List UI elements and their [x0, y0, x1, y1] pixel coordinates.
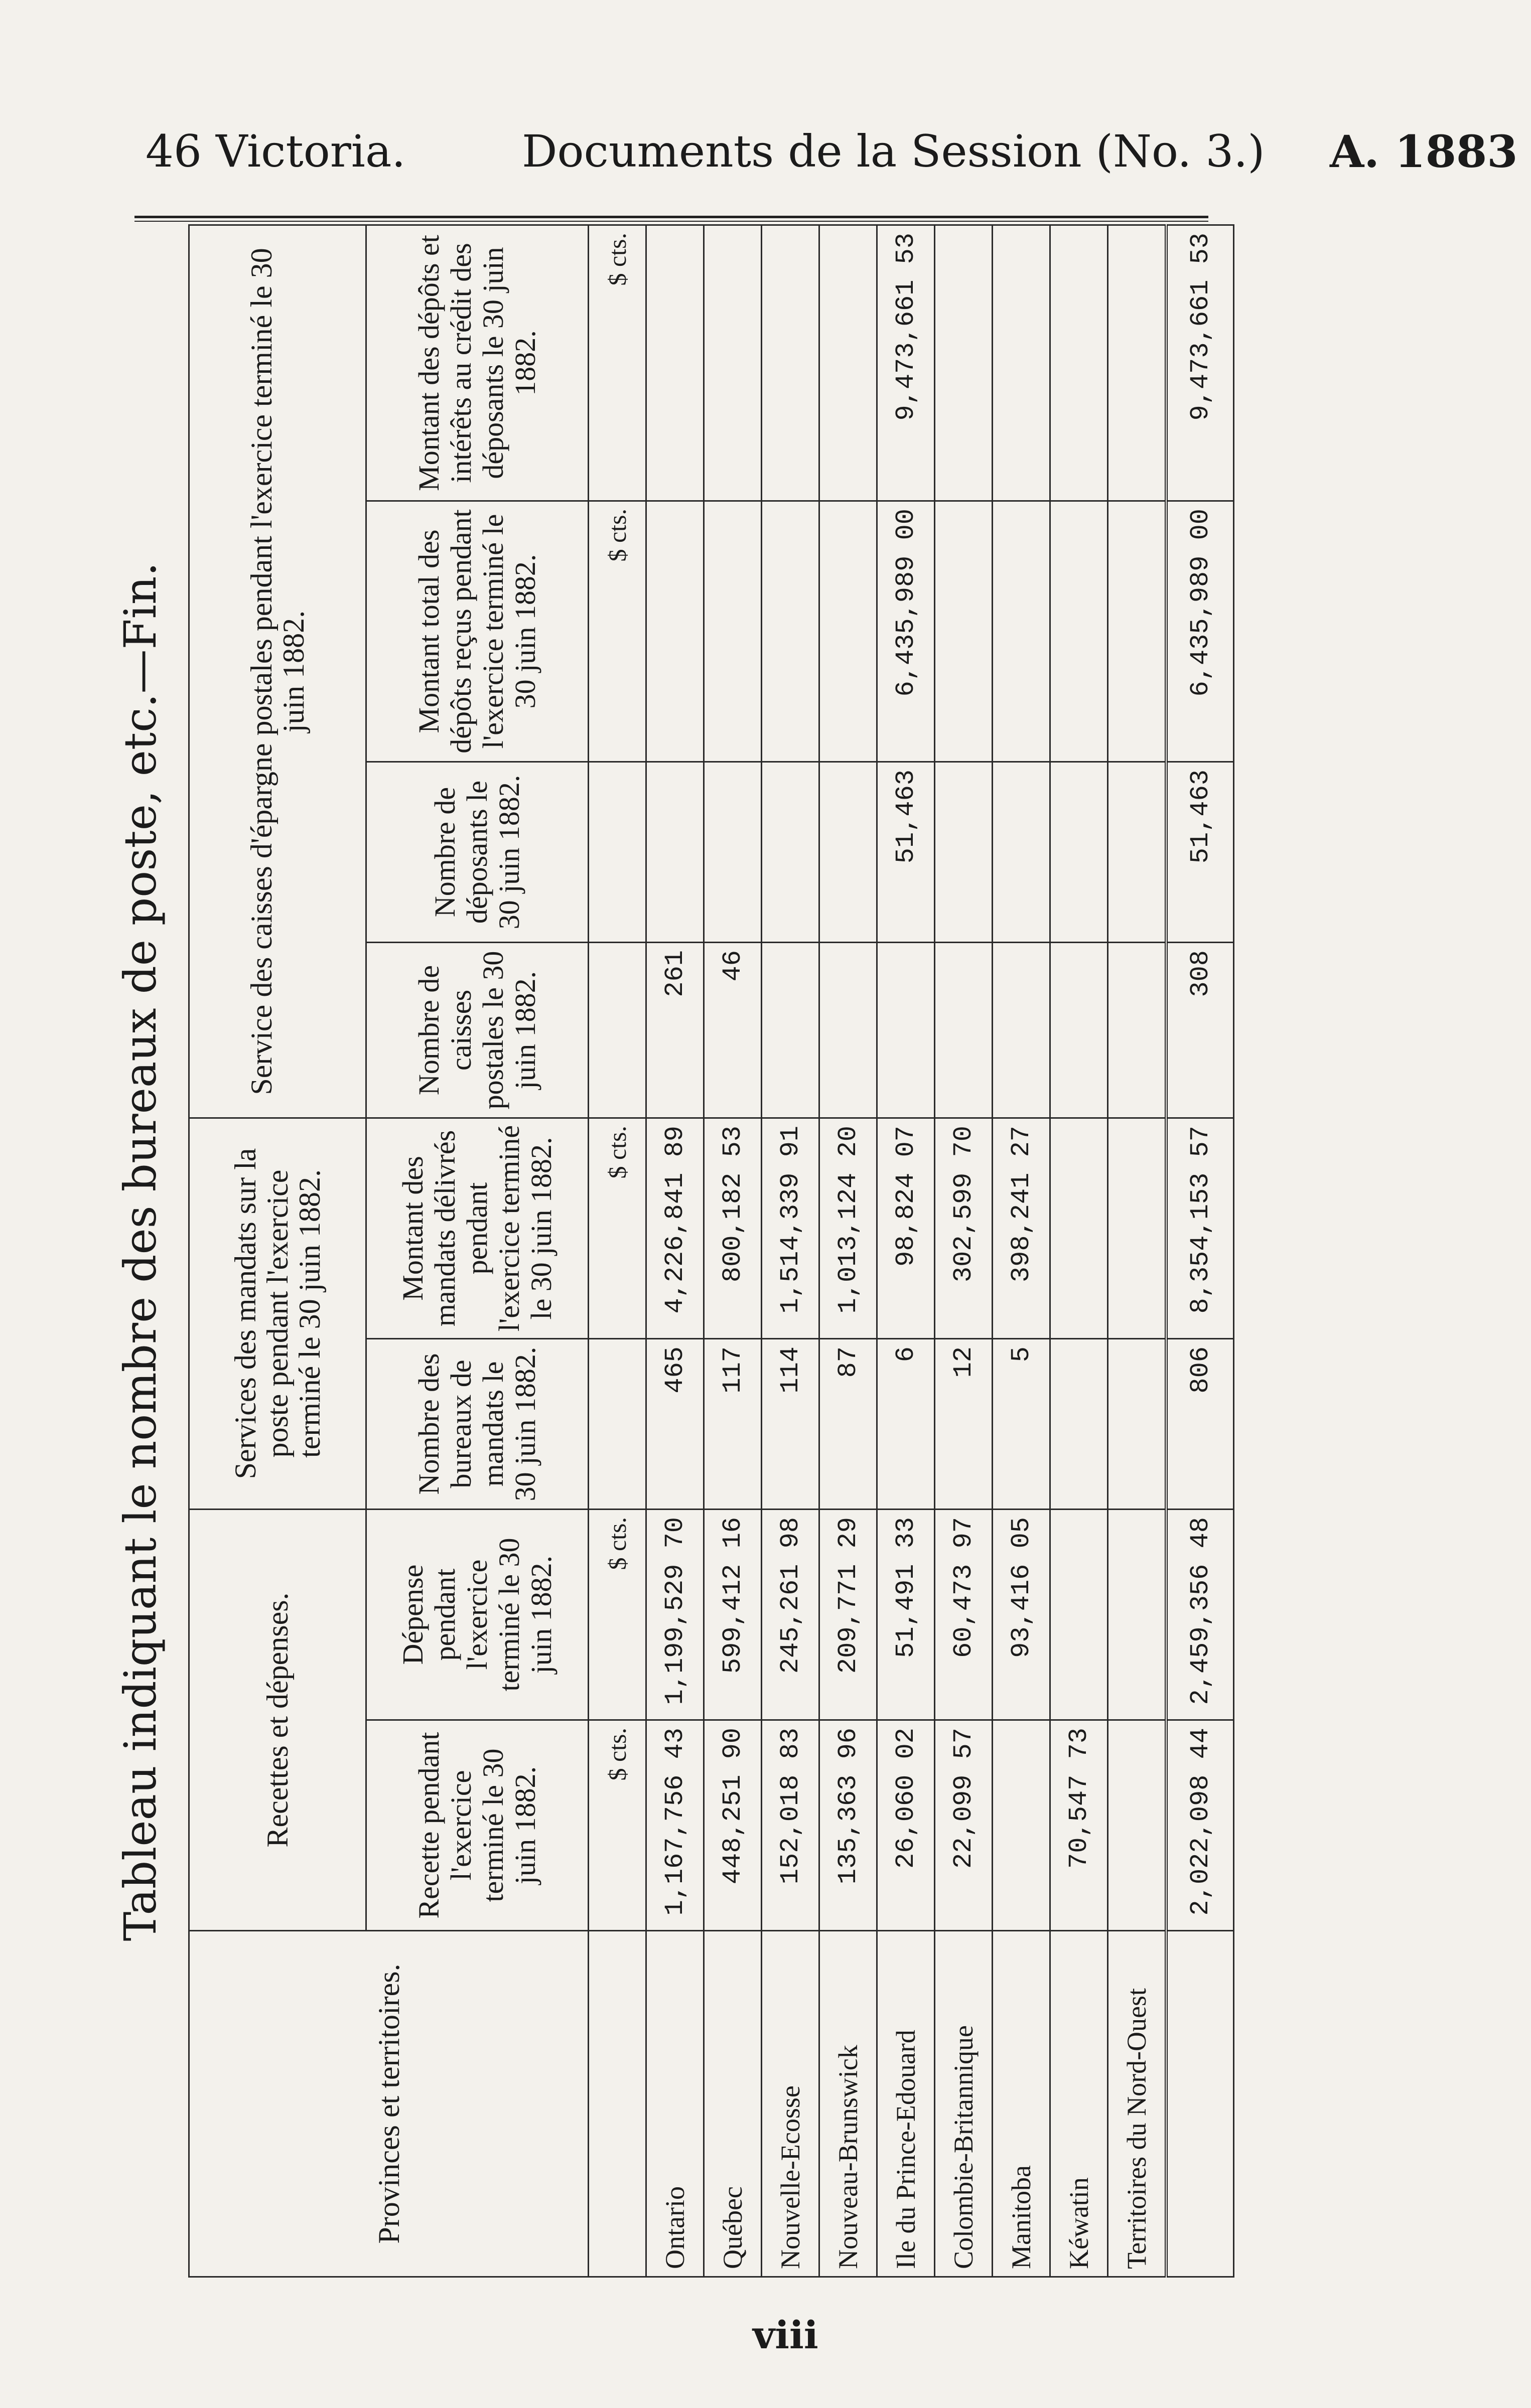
montant-depots-value — [646, 501, 704, 762]
province-name: Colombie-Britannique — [935, 1931, 993, 2277]
montant-credit-value: 9,473,661 53 — [877, 225, 935, 501]
recette-value — [993, 1720, 1050, 1931]
document-title: Documents de la Session (No. 3.) — [522, 125, 1265, 177]
montant-mandats-value — [1050, 1118, 1108, 1339]
montant-depots-value — [1050, 501, 1108, 762]
montant-depots-value — [935, 501, 993, 762]
montant-credit-value — [762, 225, 819, 501]
recette-value: 448,251 90 — [704, 1720, 762, 1931]
province-name: Nouvelle-Ecosse — [762, 1931, 819, 2277]
total-nb-caisses: 308 — [1166, 943, 1234, 1118]
nb-caisses-value — [993, 943, 1050, 1118]
nb-deposants-value: 51,463 — [877, 762, 935, 943]
depense-value: 93,416 05 — [993, 1510, 1050, 1720]
montant-mandats-value: 1,013,124 20 — [819, 1118, 877, 1339]
header-rule — [134, 216, 1208, 218]
table-row — [646, 225, 704, 2277]
units-cell-empty — [589, 1339, 646, 1510]
nb-bureaux-value — [1108, 1339, 1167, 1510]
post-office-statistics-table — [188, 224, 1234, 2278]
recette-value: 26,060 02 — [877, 1720, 935, 1931]
total-montant-depots: 6,435,989 00 — [1166, 501, 1234, 762]
total-recette: 2,022,098 44 — [1166, 1720, 1234, 1931]
recette-value: 70,547 73 — [1050, 1720, 1108, 1931]
montant-depots-value — [993, 501, 1050, 762]
montant-depots-value: 6,435,989 00 — [877, 501, 935, 762]
units-montant-depots: $ cts. — [589, 501, 646, 762]
recettes-depenses-header: Recettes et dépenses. — [189, 1510, 366, 1931]
recette-value: 1,167,756 43 — [646, 1720, 704, 1931]
nb-caisses-value — [877, 943, 935, 1118]
montant-depots-header: Montant total des dépôts reçus pendant l'exercice terminé le 30 juin 1882. — [366, 501, 589, 762]
nb-deposants-value — [993, 762, 1050, 943]
montant-depots-value — [819, 501, 877, 762]
montant-mandats-value: 1,514,339 91 — [762, 1118, 819, 1339]
montant-mandats-value: 98,824 07 — [877, 1118, 935, 1339]
montant-depots-value — [1108, 501, 1167, 762]
depense-value: 1,199,529 70 — [646, 1510, 704, 1720]
nb-caisses-value — [935, 943, 993, 1118]
montant-mandats-value: 4,226,841 89 — [646, 1118, 704, 1339]
montant-credit-value — [819, 225, 877, 501]
nb-caisses-value: 261 — [646, 943, 704, 1118]
nb-caisses-value — [1050, 943, 1108, 1118]
epargne-header: Service des caisses d'épargne postales pendant l'exercice terminé le 30 juin 1882. — [189, 225, 366, 1118]
nb-bureaux-value: 117 — [704, 1339, 762, 1510]
nb-deposants-value — [819, 762, 877, 943]
year-label: A. 1883 — [1330, 125, 1518, 178]
montant-credit-value — [704, 225, 762, 501]
nb-bureaux-value: 87 — [819, 1339, 877, 1510]
montant-mandats-header: Montant des mandats délivrés pendant l'exercice terminé le 30 juin 1882. — [366, 1118, 589, 1339]
units-row — [589, 225, 646, 2277]
units-montant-mandats: $ cts. — [589, 1118, 646, 1339]
units-cell-empty — [589, 943, 646, 1118]
nb-deposants-value — [1050, 762, 1108, 943]
total-row — [1166, 225, 1234, 2277]
units-cell-empty — [589, 1931, 646, 2277]
total-montant-mandats: 8,354,153 57 — [1166, 1118, 1234, 1339]
table-row — [935, 225, 993, 2277]
depense-value: 51,491 33 — [877, 1510, 935, 1720]
nb-caisses-value — [819, 943, 877, 1118]
nb-bureaux-value: 114 — [762, 1339, 819, 1510]
montant-mandats-value: 800,182 53 — [704, 1118, 762, 1339]
table-row — [1050, 225, 1108, 2277]
montant-depots-value — [704, 501, 762, 762]
montant-mandats-value: 302,599 70 — [935, 1118, 993, 1339]
recette-value: 135,363 96 — [819, 1720, 877, 1931]
nb-deposants-value — [704, 762, 762, 943]
table-row — [704, 225, 762, 2277]
table-row — [1108, 225, 1167, 2277]
montant-credit-value — [935, 225, 993, 501]
nb-deposants-value — [762, 762, 819, 943]
page-header — [0, 0, 1531, 221]
table-row — [762, 225, 819, 2277]
session-volume: 46 Victoria. — [146, 125, 406, 177]
montant-credit-value — [1050, 225, 1108, 501]
provinces-header: Provinces et territoires. — [189, 1931, 589, 2277]
total-depense: 2,459,356 48 — [1166, 1510, 1234, 1720]
montant-credit-value — [646, 225, 704, 501]
depense-value: 209,771 29 — [819, 1510, 877, 1720]
nb-caisses-value: 46 — [704, 943, 762, 1118]
province-name: Québec — [704, 1931, 762, 2277]
depense-value — [1050, 1510, 1108, 1720]
nb-bureaux-value: 12 — [935, 1339, 993, 1510]
province-name: Kéwatin — [1050, 1931, 1108, 2277]
nb-bureaux-value: 5 — [993, 1339, 1050, 1510]
nb-caisses-value — [762, 943, 819, 1118]
nb-deposants-header: Nombre de déposants le 30 juin 1882. — [366, 762, 589, 943]
nb-bureaux-value: 465 — [646, 1339, 704, 1510]
units-montant-credit: $ cts. — [589, 225, 646, 501]
table-title: Tableau indiquant le nombre des bureaux de poste, etc.—Fin. — [114, 562, 166, 1941]
depense-value: 60,473 97 — [935, 1510, 993, 1720]
montant-depots-value — [762, 501, 819, 762]
nb-bureaux-header: Nombre des bureaux de mandats le 30 juin 1882. — [366, 1339, 589, 1510]
montant-credit-header: Montant des dépôts et intérêts au crédit des déposants le 30 juin 1882. — [366, 225, 589, 501]
page-number: viii — [753, 2313, 818, 2357]
province-name: Ile du Prince-Edouard — [877, 1931, 935, 2277]
mandats-header: Services des mandats sur la poste pendant l'exercice terminé le 30 juin 1882. — [189, 1118, 366, 1510]
total-nb-deposants: 51,463 — [1166, 762, 1234, 943]
province-name: Manitoba — [993, 1931, 1050, 2277]
units-cell-empty — [589, 762, 646, 943]
total-montant-credit: 9,473,661 53 — [1166, 225, 1234, 501]
recette-value: 22,099 57 — [935, 1720, 993, 1931]
province-name: Territoires du Nord-Ouest — [1108, 1931, 1167, 2277]
montant-mandats-value: 398,241 27 — [993, 1118, 1050, 1339]
depense-value: 599,412 16 — [704, 1510, 762, 1720]
statistics-table-rotated — [103, 226, 1215, 2278]
table-row — [993, 225, 1050, 2277]
nb-bureaux-value — [1050, 1339, 1108, 1510]
header-rule-thin — [134, 221, 1208, 222]
depense-value: 245,261 98 — [762, 1510, 819, 1720]
table-row — [819, 225, 877, 2277]
recette-value — [1108, 1720, 1167, 1931]
total-label-empty — [1166, 1931, 1234, 2277]
units-depense: $ cts. — [589, 1510, 646, 1720]
nb-deposants-value — [935, 762, 993, 943]
table-row — [877, 225, 935, 2277]
province-name: Ontario — [646, 1931, 704, 2277]
nb-bureaux-value: 6 — [877, 1339, 935, 1510]
nb-caisses-value — [1108, 943, 1167, 1118]
province-name: Nouveau-Brunswick — [819, 1931, 877, 2277]
total-nb-bureaux: 806 — [1166, 1339, 1234, 1510]
montant-mandats-value — [1108, 1118, 1167, 1339]
montant-credit-value — [1108, 225, 1167, 501]
units-recette: $ cts. — [589, 1720, 646, 1931]
recette-value: 152,018 83 — [762, 1720, 819, 1931]
montant-credit-value — [993, 225, 1050, 501]
nb-caisses-header: Nombre de caisses postales le 30 juin 1882. — [366, 943, 589, 1118]
nb-deposants-value — [646, 762, 704, 943]
depense-value — [1108, 1510, 1167, 1720]
nb-deposants-value — [1108, 762, 1167, 943]
recette-header: Recette pendant l'exercice terminé le 30 juin 1882. — [366, 1720, 589, 1931]
depense-header: Dépense pendant l'exercice terminé le 30 juin 1882. — [366, 1510, 589, 1720]
